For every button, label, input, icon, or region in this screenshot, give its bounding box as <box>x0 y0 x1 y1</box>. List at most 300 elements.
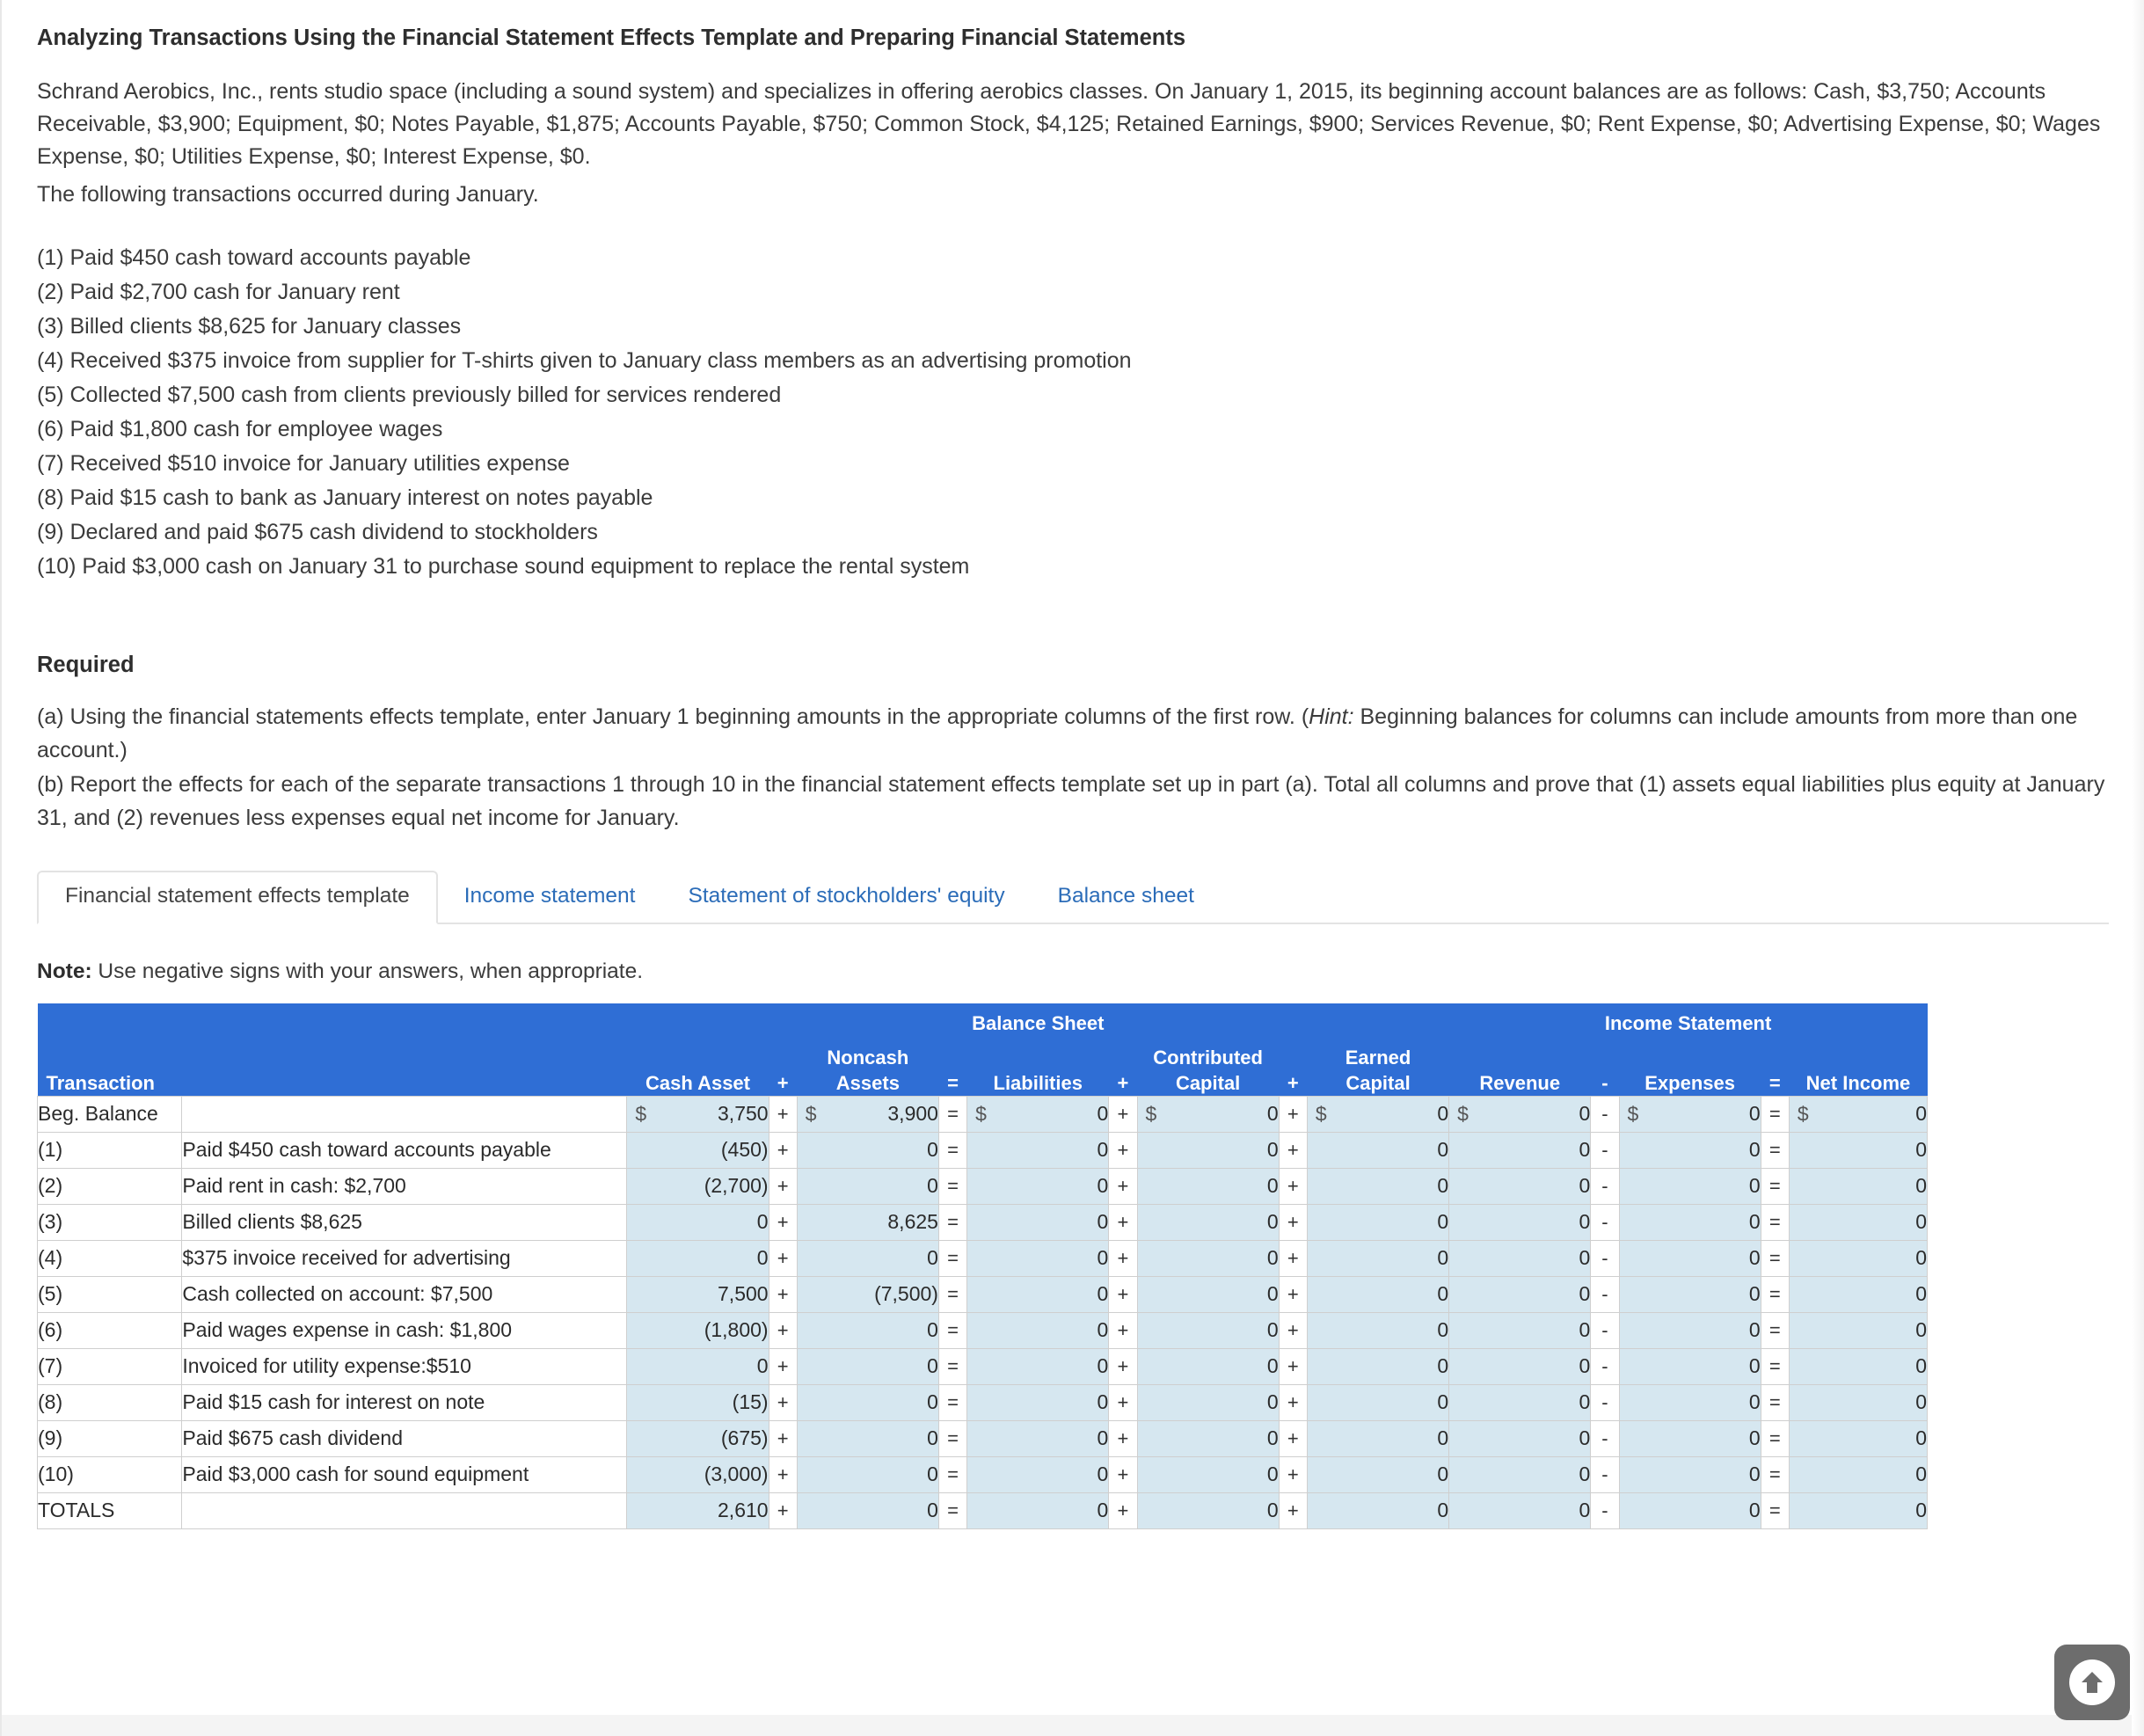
transaction-list <box>37 241 2109 584</box>
cell-expenses[interactable] <box>1619 1132 1761 1168</box>
cell-expenses[interactable] <box>1619 1096 1761 1132</box>
cell-transaction-description: Paid $675 cash dividend <box>182 1420 627 1456</box>
cell-contributed-capital[interactable] <box>1137 1276 1279 1312</box>
cell-value: 0 <box>1437 1318 1449 1342</box>
cell-net-income[interactable] <box>1789 1276 1927 1312</box>
cell-expenses[interactable] <box>1619 1240 1761 1276</box>
column-header-cash-asset: Cash Asset <box>627 1071 769 1096</box>
cell-operator: + <box>1279 1492 1307 1528</box>
cell-contributed-capital[interactable] <box>1137 1420 1279 1456</box>
cell-net-income[interactable] <box>1789 1384 1927 1420</box>
cell-cash-asset[interactable] <box>627 1240 769 1276</box>
cell-value: 0 <box>1579 1354 1591 1378</box>
cell-value: 0 <box>1748 1426 1761 1450</box>
cell-operator: + <box>1279 1456 1307 1492</box>
cell-value: 3,900 <box>887 1102 938 1126</box>
cell-value: 0 <box>1579 1174 1591 1198</box>
cell-revenue[interactable] <box>1449 1132 1591 1168</box>
operator-equals: = <box>938 1071 966 1096</box>
cell-revenue[interactable] <box>1449 1420 1591 1456</box>
cell-cash-asset[interactable] <box>627 1420 769 1456</box>
currency-symbol: $ <box>635 1102 647 1126</box>
cell-value: 0 <box>756 1210 769 1234</box>
cell-value: 0 <box>1579 1282 1591 1306</box>
cell-revenue[interactable] <box>1449 1096 1591 1132</box>
cell-value: 7,500 <box>718 1282 769 1306</box>
cell-operator: + <box>1279 1276 1307 1312</box>
cell-expenses[interactable] <box>1619 1168 1761 1204</box>
header-spacer <box>967 1038 1109 1072</box>
column-header-liabilities: Liabilities <box>967 1071 1109 1096</box>
cell-liabilities[interactable] <box>967 1168 1109 1204</box>
cell-contributed-capital[interactable] <box>1137 1492 1279 1528</box>
cell-value: 0 <box>1579 1318 1591 1342</box>
cell-operator: = <box>1761 1096 1789 1132</box>
cell-value: 0 <box>1097 1282 1109 1306</box>
table-row <box>38 1276 1928 1312</box>
cell-value: 0 <box>1097 1246 1109 1270</box>
cell-value: 0 <box>927 1174 938 1198</box>
cell-value: 0 <box>927 1462 938 1486</box>
cell-noncash-assets[interactable] <box>797 1240 938 1276</box>
cell-earned-capital[interactable] <box>1307 1240 1448 1276</box>
cell-operator: = <box>1761 1456 1789 1492</box>
cell-operator: - <box>1591 1384 1619 1420</box>
cell-value: 0 <box>1437 1354 1449 1378</box>
cell-value: 0 <box>927 1499 938 1522</box>
cell-operator: = <box>1761 1276 1789 1312</box>
required-a-text2: Beginning balances for columns can include amounts from more than one account.) <box>37 704 2078 762</box>
table-row <box>38 1384 1928 1420</box>
cell-net-income[interactable] <box>1789 1348 1927 1384</box>
cell-revenue[interactable] <box>1449 1276 1591 1312</box>
financial-statement-effects-table <box>37 1003 1928 1529</box>
column-header-transaction: Transaction <box>38 1071 182 1096</box>
cell-noncash-assets[interactable] <box>797 1132 938 1168</box>
subheader-contributed: Contributed <box>1137 1038 1279 1072</box>
cell-operator: + <box>1279 1096 1307 1132</box>
cell-value: 0 <box>1915 1318 1927 1342</box>
table-row <box>38 1096 1928 1132</box>
cell-expenses[interactable] <box>1619 1204 1761 1240</box>
cell-operator: = <box>938 1096 966 1132</box>
cell-cash-asset[interactable] <box>627 1312 769 1348</box>
cell-noncash-assets[interactable] <box>797 1168 938 1204</box>
cell-operator: = <box>938 1168 966 1204</box>
cell-value: 0 <box>1437 1462 1449 1486</box>
table-body <box>38 1096 1928 1528</box>
cell-operator: = <box>1761 1384 1789 1420</box>
cell-value: 0 <box>1266 1499 1279 1522</box>
cell-value: 0 <box>1748 1354 1761 1378</box>
cell-operator: + <box>1109 1384 1137 1420</box>
column-header-noncash-assets: Assets <box>797 1071 938 1096</box>
cell-operator: + <box>769 1132 797 1168</box>
cell-liabilities[interactable] <box>967 1420 1109 1456</box>
table-row <box>38 1420 1928 1456</box>
list-item: (9) Declared and paid $675 cash dividend to stockholders <box>37 520 598 545</box>
cell-value: 0 <box>1097 1499 1109 1522</box>
operator-plus: + <box>1109 1071 1137 1096</box>
cell-value: 0 <box>1915 1354 1927 1378</box>
cell-value: (450) <box>720 1138 769 1162</box>
operator-minus: - <box>1591 1071 1619 1096</box>
cell-earned-capital[interactable] <box>1307 1492 1448 1528</box>
currency-symbol: $ <box>1627 1102 1639 1126</box>
operator-plus: + <box>1279 1071 1307 1096</box>
cell-operator: + <box>1109 1240 1137 1276</box>
cell-operator: - <box>1591 1204 1619 1240</box>
table-row <box>38 1492 1928 1528</box>
group-header-balance-sheet: Balance Sheet <box>627 1003 1449 1038</box>
column-header-expenses: Expenses <box>1619 1071 1761 1096</box>
column-header-earned-capital: Capital <box>1307 1071 1448 1096</box>
cell-operator: + <box>769 1420 797 1456</box>
cell-liabilities[interactable] <box>967 1348 1109 1384</box>
cell-value: 0 <box>1437 1246 1449 1270</box>
tab-income-statement[interactable]: Income statement <box>463 884 636 908</box>
header-spacer <box>182 1038 627 1072</box>
cell-value: (1,800) <box>704 1318 769 1342</box>
cell-liabilities[interactable] <box>967 1384 1109 1420</box>
header-spacer <box>938 1038 966 1072</box>
cell-value: 0 <box>1579 1246 1591 1270</box>
cell-earned-capital[interactable] <box>1307 1204 1448 1240</box>
cell-liabilities[interactable] <box>967 1240 1109 1276</box>
column-header-net-income: Net Income <box>1789 1071 1927 1096</box>
header-spacer <box>1789 1038 1927 1072</box>
cell-operator: - <box>1591 1456 1619 1492</box>
cell-value: 0 <box>927 1426 938 1450</box>
tab-balance-sheet[interactable]: Balance sheet <box>1057 884 1194 908</box>
cell-value: (15) <box>732 1390 769 1414</box>
cell-expenses[interactable] <box>1619 1456 1761 1492</box>
cell-operator: = <box>938 1312 966 1348</box>
tab-statement-of-stockholders-equity[interactable]: Statement of stockholders' equity <box>688 884 1005 908</box>
cell-value: 0 <box>1266 1174 1279 1198</box>
list-item: (7) Received $510 invoice for January utilities expense <box>37 451 570 477</box>
cell-cash-asset[interactable] <box>627 1456 769 1492</box>
cell-revenue[interactable] <box>1449 1168 1591 1204</box>
cell-liabilities[interactable] <box>967 1456 1109 1492</box>
cell-transaction-description: $375 invoice received for advertising <box>182 1240 627 1276</box>
cell-contributed-capital[interactable] <box>1137 1456 1279 1492</box>
cell-value: 0 <box>756 1246 769 1270</box>
cell-noncash-assets[interactable] <box>797 1096 938 1132</box>
cell-contributed-capital[interactable] <box>1137 1204 1279 1240</box>
cell-operator: + <box>1109 1132 1137 1168</box>
cell-transaction-description: Paid rent in cash: $2,700 <box>182 1168 627 1204</box>
required-part-b: (b) Report the effects for each of the separate transactions 1 through 10 in the financial statement effects template set up in part (a). Total all columns and prove that (1) assets equal liabilities plus equity at January 31, and (2) revenues less expenses equal net income for January. <box>37 772 2105 830</box>
cell-noncash-assets[interactable] <box>797 1204 938 1240</box>
cell-operator: + <box>1279 1420 1307 1456</box>
cell-net-income[interactable] <box>1789 1420 1927 1456</box>
cell-net-income[interactable] <box>1789 1492 1927 1528</box>
cell-operator: = <box>1761 1240 1789 1276</box>
cell-value: 0 <box>1579 1102 1591 1126</box>
cell-revenue[interactable] <box>1449 1456 1591 1492</box>
cell-net-income[interactable] <box>1789 1168 1927 1204</box>
cell-value: 0 <box>927 1138 938 1162</box>
cell-operator: + <box>769 1492 797 1528</box>
cell-cash-asset[interactable] <box>627 1492 769 1528</box>
header-spacer <box>1279 1038 1307 1072</box>
cell-operator: - <box>1591 1096 1619 1132</box>
list-item: (3) Billed clients $8,625 for January classes <box>37 314 462 339</box>
cell-contributed-capital[interactable] <box>1137 1096 1279 1132</box>
cell-operator: + <box>769 1204 797 1240</box>
question-content <box>2 0 2144 1529</box>
cell-operator: = <box>1761 1348 1789 1384</box>
cell-noncash-assets[interactable] <box>797 1492 938 1528</box>
cell-transaction-number: TOTALS <box>38 1492 182 1528</box>
cell-operator: + <box>1279 1168 1307 1204</box>
currency-symbol: $ <box>805 1102 817 1126</box>
cell-value: 0 <box>1097 1174 1109 1198</box>
cell-liabilities[interactable] <box>967 1132 1109 1168</box>
cell-net-income[interactable] <box>1789 1204 1927 1240</box>
cell-value: 0 <box>1748 1210 1761 1234</box>
question-intro-paragraph: The following transactions occurred during January. <box>37 182 539 208</box>
cell-revenue[interactable] <box>1449 1492 1591 1528</box>
cell-transaction-description: Paid wages expense in cash: $1,800 <box>182 1312 627 1348</box>
cell-contributed-capital[interactable] <box>1137 1132 1279 1168</box>
cell-operator: + <box>769 1384 797 1420</box>
cell-noncash-assets[interactable] <box>797 1276 938 1312</box>
cell-expenses[interactable] <box>1619 1276 1761 1312</box>
cell-value: 0 <box>1266 1318 1279 1342</box>
cell-earned-capital[interactable] <box>1307 1384 1448 1420</box>
cell-revenue[interactable] <box>1449 1384 1591 1420</box>
cell-operator: = <box>938 1456 966 1492</box>
cell-operator: + <box>769 1312 797 1348</box>
currency-symbol: $ <box>975 1102 987 1126</box>
cell-cash-asset[interactable] <box>627 1384 769 1420</box>
cell-value: 0 <box>1579 1462 1591 1486</box>
cell-value: 0 <box>1097 1138 1109 1162</box>
operator-equals: = <box>1761 1071 1789 1096</box>
cell-contributed-capital[interactable] <box>1137 1384 1279 1420</box>
cell-cash-asset[interactable] <box>627 1276 769 1312</box>
list-item: (4) Received $375 invoice from supplier for T-shirts given to January class members as an advertising promotion <box>37 348 1132 374</box>
note-text <box>37 959 2109 984</box>
cell-cash-asset[interactable] <box>627 1168 769 1204</box>
cell-value: 0 <box>1266 1462 1279 1486</box>
cell-value: 0 <box>1437 1282 1449 1306</box>
subheader-earned: Earned <box>1307 1038 1448 1072</box>
cell-contributed-capital[interactable] <box>1137 1312 1279 1348</box>
required-a-text1: (a) Using the financial statements effects template, enter January 1 beginning amounts in the appropriate columns of the first row. ( <box>37 704 1309 730</box>
cell-earned-capital[interactable] <box>1307 1312 1448 1348</box>
cell-value: 0 <box>1915 1246 1927 1270</box>
table-row <box>38 1348 1928 1384</box>
cell-net-income[interactable] <box>1789 1312 1927 1348</box>
tab-financial-statement-effects-template[interactable]: Financial statement effects template <box>37 871 438 924</box>
cell-value: 0 <box>1266 1426 1279 1450</box>
cell-operator: + <box>1109 1312 1137 1348</box>
note-label: Note: <box>37 959 92 984</box>
cell-expenses[interactable] <box>1619 1348 1761 1384</box>
cell-noncash-assets[interactable] <box>797 1420 938 1456</box>
cell-value: 0 <box>1915 1390 1927 1414</box>
list-item: (2) Paid $2,700 cash for January rent <box>37 280 400 305</box>
cell-value: 0 <box>1437 1174 1449 1198</box>
cell-operator: + <box>1279 1384 1307 1420</box>
list-item: (5) Collected $7,500 cash from clients previously billed for services rendered <box>37 383 782 408</box>
cell-noncash-assets[interactable] <box>797 1312 938 1348</box>
cell-value: 0 <box>1097 1390 1109 1414</box>
cell-value: (2,700) <box>704 1174 769 1198</box>
cell-value: 0 <box>1437 1102 1449 1126</box>
header-spacer <box>769 1038 797 1072</box>
cell-value: 0 <box>1266 1282 1279 1306</box>
cell-liabilities[interactable] <box>967 1312 1109 1348</box>
cell-operator: + <box>1279 1204 1307 1240</box>
cell-value: 0 <box>1748 1102 1761 1126</box>
cell-operator: = <box>938 1492 966 1528</box>
column-header-revenue: Revenue <box>1449 1071 1591 1096</box>
cell-operator: - <box>1591 1240 1619 1276</box>
cell-operator: + <box>1109 1420 1137 1456</box>
cell-revenue[interactable] <box>1449 1240 1591 1276</box>
cell-transaction-description: Cash collected on account: $7,500 <box>182 1276 627 1312</box>
cell-transaction-description <box>182 1096 627 1132</box>
cell-earned-capital[interactable] <box>1307 1168 1448 1204</box>
cell-net-income[interactable] <box>1789 1456 1927 1492</box>
cell-cash-asset[interactable] <box>627 1204 769 1240</box>
cell-expenses[interactable] <box>1619 1492 1761 1528</box>
list-item: (8) Paid $15 cash to bank as January interest on notes payable <box>37 485 653 511</box>
cell-earned-capital[interactable] <box>1307 1456 1448 1492</box>
cell-expenses[interactable] <box>1619 1384 1761 1420</box>
arrow-up-circle-icon <box>2069 1659 2115 1705</box>
cell-operator: + <box>1109 1276 1137 1312</box>
cell-liabilities[interactable] <box>967 1492 1109 1528</box>
cell-revenue[interactable] <box>1449 1312 1591 1348</box>
cell-value: 0 <box>1437 1138 1449 1162</box>
cell-value: 0 <box>756 1354 769 1378</box>
cell-operator: + <box>1279 1348 1307 1384</box>
cell-operator: - <box>1591 1348 1619 1384</box>
cell-noncash-assets[interactable] <box>797 1348 938 1384</box>
cell-contributed-capital[interactable] <box>1137 1240 1279 1276</box>
cell-transaction-number: (2) <box>38 1168 182 1204</box>
cell-operator: - <box>1591 1132 1619 1168</box>
cell-earned-capital[interactable] <box>1307 1096 1448 1132</box>
required-part-a <box>37 701 2109 767</box>
cell-earned-capital[interactable] <box>1307 1420 1448 1456</box>
cell-transaction-number: (7) <box>38 1348 182 1384</box>
scroll-to-top-button[interactable] <box>2054 1645 2130 1720</box>
cell-earned-capital[interactable] <box>1307 1132 1448 1168</box>
cell-transaction-description: Invoiced for utility expense:$510 <box>182 1348 627 1384</box>
cell-operator: + <box>769 1240 797 1276</box>
cell-operator: + <box>1279 1240 1307 1276</box>
header-spacer <box>1449 1038 1591 1072</box>
cell-value: 0 <box>1748 1499 1761 1522</box>
cell-value: 0 <box>1579 1210 1591 1234</box>
cell-earned-capital[interactable] <box>1307 1348 1448 1384</box>
cell-value: 0 <box>1748 1174 1761 1198</box>
cell-net-income[interactable] <box>1789 1096 1927 1132</box>
cell-value: 0 <box>1097 1102 1109 1126</box>
cell-revenue[interactable] <box>1449 1348 1591 1384</box>
table-row <box>38 1312 1928 1348</box>
currency-symbol: $ <box>1457 1102 1469 1126</box>
cell-cash-asset[interactable] <box>627 1348 769 1384</box>
cell-operator: - <box>1591 1168 1619 1204</box>
cell-operator: = <box>938 1276 966 1312</box>
cell-net-income[interactable] <box>1789 1132 1927 1168</box>
cell-value: 0 <box>1915 1462 1927 1486</box>
cell-value: 0 <box>1097 1354 1109 1378</box>
list-item: (1) Paid $450 cash toward accounts payable <box>37 245 471 271</box>
table-row <box>38 1132 1928 1168</box>
cell-revenue[interactable] <box>1449 1204 1591 1240</box>
cell-value: 0 <box>1915 1282 1927 1306</box>
cell-operator: - <box>1591 1312 1619 1348</box>
cell-contributed-capital[interactable] <box>1137 1168 1279 1204</box>
cell-value: 2,610 <box>718 1499 769 1522</box>
cell-operator: + <box>769 1456 797 1492</box>
cell-value: 0 <box>1915 1499 1927 1522</box>
note-body: Use negative signs with your answers, when appropriate. <box>91 959 644 984</box>
cell-value: 0 <box>1266 1102 1279 1126</box>
cell-operator: = <box>938 1240 966 1276</box>
header-spacer <box>38 1003 182 1038</box>
cell-noncash-assets[interactable] <box>797 1456 938 1492</box>
cell-operator: = <box>1761 1420 1789 1456</box>
cell-expenses[interactable] <box>1619 1420 1761 1456</box>
currency-symbol: $ <box>1315 1102 1327 1126</box>
cell-value: (3,000) <box>704 1462 769 1486</box>
table-row <box>38 1240 1928 1276</box>
cell-operator: = <box>938 1132 966 1168</box>
column-header-contributed-capital: Capital <box>1137 1071 1279 1096</box>
cell-value: 0 <box>927 1318 938 1342</box>
cell-net-income[interactable] <box>1789 1240 1927 1276</box>
cell-value: 0 <box>1097 1426 1109 1450</box>
list-item: (10) Paid $3,000 cash on January 31 to purchase sound equipment to replace the rental system <box>37 554 970 580</box>
cell-transaction-number: (3) <box>38 1204 182 1240</box>
cell-cash-asset[interactable] <box>627 1132 769 1168</box>
cell-operator: + <box>769 1168 797 1204</box>
cell-liabilities[interactable] <box>967 1276 1109 1312</box>
cell-expenses[interactable] <box>1619 1312 1761 1348</box>
cell-value: 0 <box>1097 1318 1109 1342</box>
cell-liabilities[interactable] <box>967 1096 1109 1132</box>
cell-value: 0 <box>1579 1499 1591 1522</box>
cell-transaction-description <box>182 1492 627 1528</box>
cell-value: 0 <box>1748 1246 1761 1270</box>
cell-operator: = <box>1761 1168 1789 1204</box>
cell-operator: = <box>1761 1204 1789 1240</box>
cell-value: 0 <box>1266 1246 1279 1270</box>
list-item: (6) Paid $1,800 cash for employee wages <box>37 417 443 442</box>
cell-cash-asset[interactable] <box>627 1096 769 1132</box>
cell-transaction-number: (6) <box>38 1312 182 1348</box>
cell-earned-capital[interactable] <box>1307 1276 1448 1312</box>
cell-noncash-assets[interactable] <box>797 1384 938 1420</box>
cell-value: 0 <box>1915 1138 1927 1162</box>
cell-liabilities[interactable] <box>967 1204 1109 1240</box>
cell-contributed-capital[interactable] <box>1137 1348 1279 1384</box>
cell-operator: - <box>1591 1276 1619 1312</box>
cell-operator: = <box>1761 1132 1789 1168</box>
question-background-paragraph: Schrand Aerobics, Inc., rents studio space (including a sound system) and specializes in offering aerobics classes. On January 1, 2015, its beginning account balances are as follows: Cash, $3,750; Accounts Receivable, $3,900; Equipment, $0; Notes Payable, $1,875; Accounts Payable, $750; Common Stock, $4,125; Retained Earnings, $900; Services Revenue, $0; Rent Expense, $0; Advertising Expense, $0; Wages Expense, $0; Utilities Expense, $0; Interest Expense, $0. <box>37 79 2101 170</box>
cell-value: 0 <box>927 1390 938 1414</box>
cell-value: 0 <box>927 1246 938 1270</box>
